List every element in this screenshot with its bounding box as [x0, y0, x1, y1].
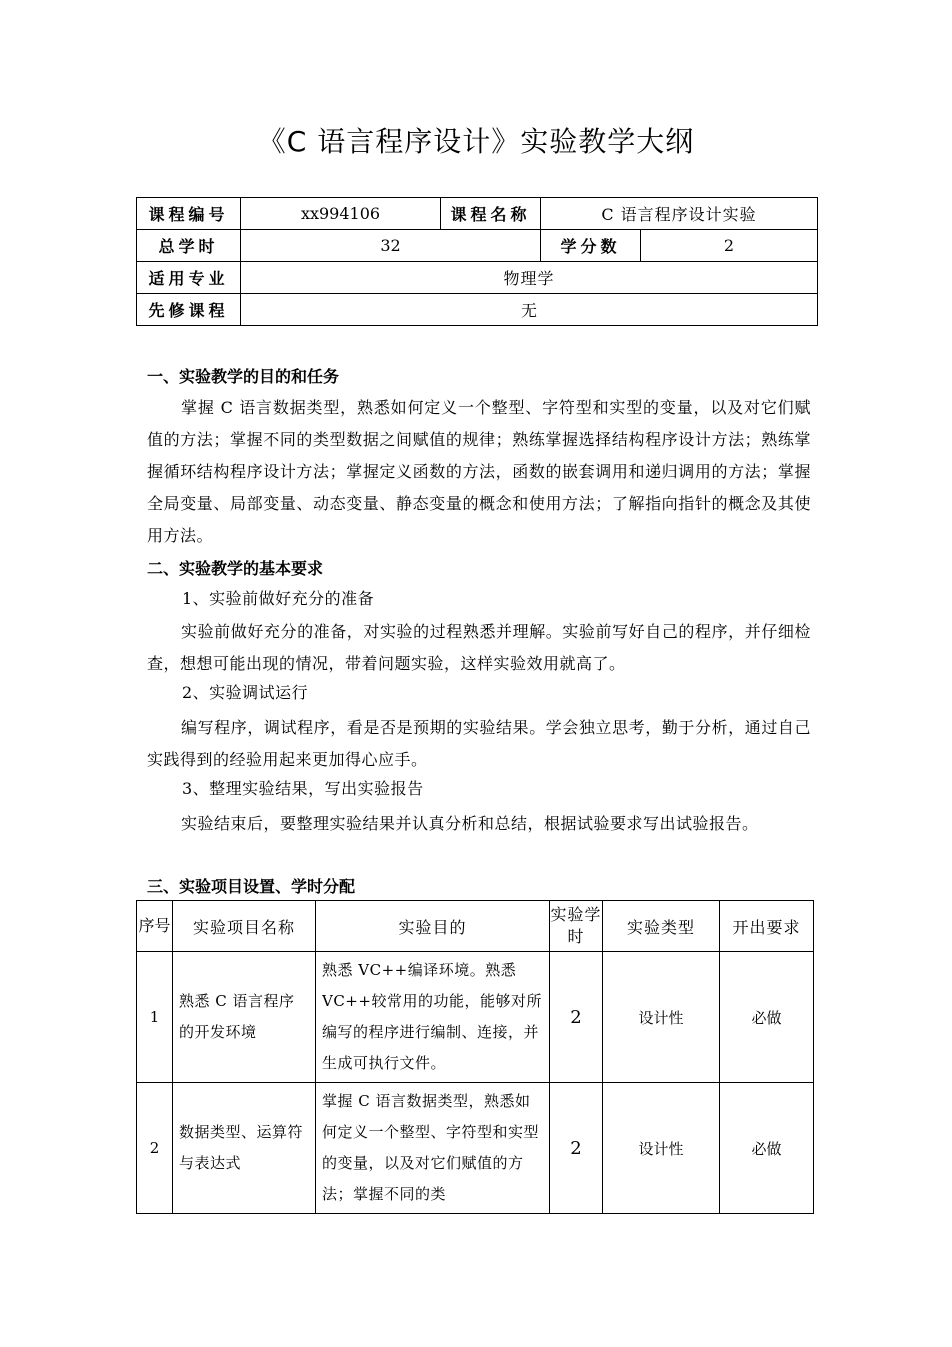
row1-no: 1	[137, 952, 173, 1083]
section2-item2-body: 编写程序，调试程序，看是否是预期的实验结果。学会独立思考，勤于分析，通过自己实践得到的经验用起来更加得心应手。	[147, 718, 811, 769]
header-req: 开出要求	[720, 901, 814, 952]
header-no: 序号	[137, 901, 173, 952]
row2-purpose	[316, 1083, 550, 1214]
total-hours-label: 总学时	[137, 230, 241, 262]
section2-heading: 二、实验教学的基本要求	[147, 559, 324, 578]
credits-label: 学分数	[541, 230, 641, 262]
row1-type: 设计性	[603, 952, 720, 1083]
major-value: 物理学	[241, 262, 818, 294]
row2-req: 必做	[720, 1083, 814, 1214]
row2-no: 2	[137, 1083, 173, 1214]
prereq-label: 先修课程	[137, 294, 241, 326]
section1-heading: 一、实验教学的目的和任务	[147, 367, 340, 386]
section2-item2-title: 2、实验调试运行	[182, 683, 309, 702]
row1-name: 熟悉 C 语言程序的开发环境	[173, 952, 316, 1083]
header-purpose: 实验目的	[316, 901, 550, 952]
table-row	[137, 1083, 814, 1214]
major-label: 适用专业	[137, 262, 241, 294]
row1-purpose	[316, 952, 550, 1083]
header-name: 实验项目名称	[173, 901, 316, 952]
table-row	[137, 952, 814, 1083]
row2-type: 设计性	[603, 1083, 720, 1214]
table-header-row	[137, 901, 814, 952]
course-name-label: 课程名称	[441, 198, 541, 230]
page-title: 《C 语言程序设计》实验教学大纲	[257, 125, 695, 158]
row2-name: 数据类型、运算符与表达式	[173, 1083, 316, 1214]
row1-hours: 2	[550, 952, 603, 1083]
section3-heading: 三、实验项目设置、学时分配	[147, 877, 356, 896]
total-hours-value: 32	[241, 230, 541, 262]
course-code-label: 课程编号	[137, 198, 241, 230]
prereq-value: 无	[241, 294, 818, 326]
row1-req: 必做	[720, 952, 814, 1083]
course-code-value: xx994106	[241, 198, 441, 230]
section2-item3-title: 3、整理实验结果，写出实验报告	[182, 779, 424, 798]
section2-item3-body: 实验结束后，要整理实验结果并认真分析和总结，根据试验要求写出试验报告。	[181, 814, 759, 833]
section1-body: 掌握 C 语言数据类型，熟悉如何定义一个整型、字符型和实型的变量，以及对它们赋值的方法；掌握不同的类型数据之间赋值的规律；熟练掌握选择结构程序设计方法；熟练掌握循环结构程序设计方法；掌握定义函数的方法，函数的嵌套调用和递归调用的方法；掌握全局变量、局部变量、动态变量、静态变量的概念和使用方法；了解指向指针的概念及其使用方法。	[147, 398, 811, 545]
header-type: 实验类型	[603, 901, 720, 952]
credits-value: 2	[641, 230, 818, 262]
course-info-table	[136, 197, 818, 326]
section2-item1-title: 1、实验前做好充分的准备	[182, 589, 375, 608]
course-name-value: C 语言程序设计实验	[541, 198, 818, 230]
header-hours: 实验学时	[550, 901, 603, 952]
row2-hours: 2	[550, 1083, 603, 1214]
row1-purpose-text: 熟悉 VC++编译环境。熟悉 VC++较常用的功能，能够对所编写的程序进行编制、连接，并生成可执行文件。	[322, 961, 542, 1072]
section2-item1-body: 实验前做好充分的准备，对实验的过程熟悉并理解。实验前写好自己的程序，并仔细检查，想想可能出现的情况，带着问题实验，这样实验效用就高了。	[147, 622, 811, 673]
project-table	[136, 900, 814, 1214]
row2-purpose-text: 掌握 C 语言数据类型，熟悉如何定义一个整型、字符型和实型的变量，以及对它们赋值的方法；掌握不同的类	[322, 1092, 540, 1203]
